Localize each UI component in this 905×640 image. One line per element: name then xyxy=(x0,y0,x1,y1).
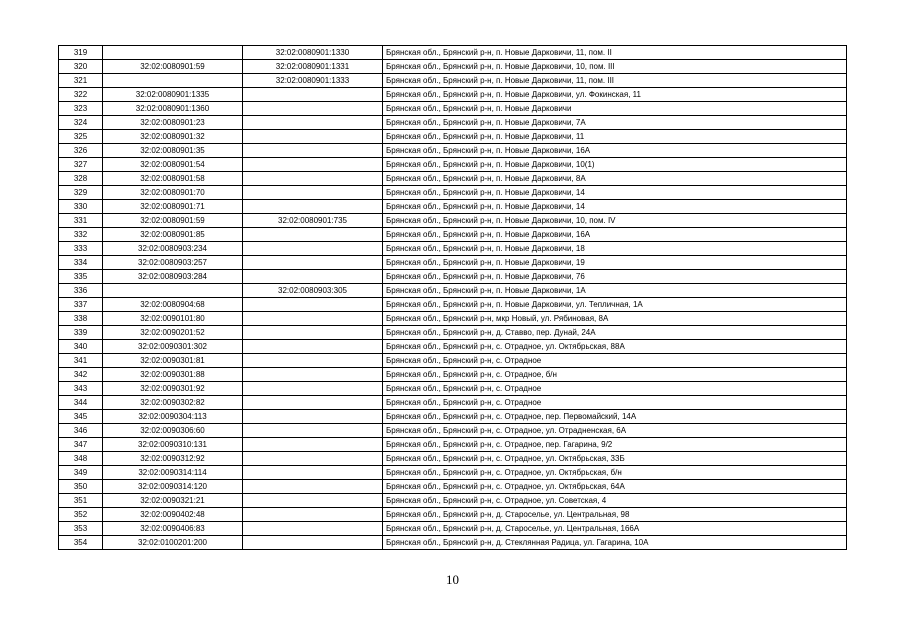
object-number xyxy=(243,466,383,480)
table-row xyxy=(59,284,847,298)
cadastral-number xyxy=(103,46,243,60)
row-number: 340 xyxy=(59,340,103,354)
object-number xyxy=(243,368,383,382)
address: Брянская обл., Брянский р-н, с. Отрадное, б/н xyxy=(383,368,847,382)
address: Брянская обл., Брянский р-н, п. Новые Дарковичи, 10(1) xyxy=(383,158,847,172)
address: Брянская обл., Брянский р-н, п. Новые Дарковичи, 14 xyxy=(383,186,847,200)
object-number xyxy=(243,340,383,354)
cadastral-number: 32:02:0080901:1360 xyxy=(103,102,243,116)
object-number xyxy=(243,144,383,158)
address: Брянская обл., Брянский р-н, п. Новые Дарковичи, 8А xyxy=(383,172,847,186)
table-row xyxy=(59,158,847,172)
row-number: 351 xyxy=(59,494,103,508)
object-number xyxy=(243,172,383,186)
row-number: 329 xyxy=(59,186,103,200)
object-number xyxy=(243,256,383,270)
object-number xyxy=(243,186,383,200)
cadastral-number: 32:02:0090306:60 xyxy=(103,424,243,438)
cadastral-table xyxy=(58,45,847,550)
address: Брянская обл., Брянский р-н, п. Новые Дарковичи, ул. Фокинская, 11 xyxy=(383,88,847,102)
row-number: 342 xyxy=(59,368,103,382)
table-row xyxy=(59,326,847,340)
row-number: 320 xyxy=(59,60,103,74)
cadastral-number: 32:02:0080901:35 xyxy=(103,144,243,158)
table-row xyxy=(59,270,847,284)
cadastral-number: 32:02:0090201:52 xyxy=(103,326,243,340)
row-number: 331 xyxy=(59,214,103,228)
table-row xyxy=(59,144,847,158)
row-number: 327 xyxy=(59,158,103,172)
address: Брянская обл., Брянский р-н, д. Стеклянная Радица, ул. Гагарина, 10А xyxy=(383,536,847,550)
cadastral-number: 32:02:0080901:58 xyxy=(103,172,243,186)
cadastral-number: 32:02:0080901:23 xyxy=(103,116,243,130)
address: Брянская обл., Брянский р-н, мкр Новый, ул. Рябиновая, 8А xyxy=(383,312,847,326)
cadastral-number: 32:02:0080901:59 xyxy=(103,214,243,228)
table-row xyxy=(59,200,847,214)
object-number xyxy=(243,424,383,438)
address: Брянская обл., Брянский р-н, д. Староселье, ул. Центральная, 98 xyxy=(383,508,847,522)
cadastral-number: 32:02:0080901:54 xyxy=(103,158,243,172)
address: Брянская обл., Брянский р-н, п. Новые Дарковичи, 11 xyxy=(383,130,847,144)
address: Брянская обл., Брянский р-н, п. Новые Дарковичи xyxy=(383,102,847,116)
table-row xyxy=(59,368,847,382)
row-number: 324 xyxy=(59,116,103,130)
table-row xyxy=(59,242,847,256)
table-row xyxy=(59,508,847,522)
row-number: 353 xyxy=(59,522,103,536)
row-number: 343 xyxy=(59,382,103,396)
address: Брянская обл., Брянский р-н, с. Отрадное, пер. Гагарина, 9/2 xyxy=(383,438,847,452)
object-number xyxy=(243,102,383,116)
row-number: 326 xyxy=(59,144,103,158)
table-row xyxy=(59,480,847,494)
row-number: 328 xyxy=(59,172,103,186)
row-number: 323 xyxy=(59,102,103,116)
cadastral-number: 32:02:0080904:68 xyxy=(103,298,243,312)
table-row xyxy=(59,228,847,242)
row-number: 319 xyxy=(59,46,103,60)
address: Брянская обл., Брянский р-н, с. Отрадное, пер. Первомайский, 14А xyxy=(383,410,847,424)
cadastral-number: 32:02:0090301:92 xyxy=(103,382,243,396)
row-number: 348 xyxy=(59,452,103,466)
object-number xyxy=(243,452,383,466)
table-row xyxy=(59,312,847,326)
table-row xyxy=(59,466,847,480)
cadastral-number: 32:02:0090302:82 xyxy=(103,396,243,410)
object-number xyxy=(243,396,383,410)
table-row xyxy=(59,172,847,186)
object-number: 32:02:0080903:305 xyxy=(243,284,383,298)
object-number xyxy=(243,354,383,368)
address: Брянская обл., Брянский р-н, п. Новые Дарковичи, 7А xyxy=(383,116,847,130)
address: Брянская обл., Брянский р-н, п. Новые Дарковичи, 10, пом. IV xyxy=(383,214,847,228)
table-body xyxy=(59,46,847,550)
address: Брянская обл., Брянский р-н, п. Новые Дарковичи, 76 xyxy=(383,270,847,284)
address: Брянская обл., Брянский р-н, п. Новые Дарковичи, 1А xyxy=(383,284,847,298)
table-row xyxy=(59,438,847,452)
table-row xyxy=(59,494,847,508)
cadastral-number: 32:02:0090310:131 xyxy=(103,438,243,452)
table-row xyxy=(59,214,847,228)
address: Брянская обл., Брянский р-н, п. Новые Дарковичи, 19 xyxy=(383,256,847,270)
cadastral-number: 32:02:0080901:32 xyxy=(103,130,243,144)
object-number xyxy=(243,522,383,536)
cadastral-number: 32:02:0080901:1335 xyxy=(103,88,243,102)
address: Брянская обл., Брянский р-н, п. Новые Дарковичи, 11, пом. II xyxy=(383,46,847,60)
cadastral-number: 32:02:0090402:48 xyxy=(103,508,243,522)
table-row xyxy=(59,88,847,102)
address: Брянская обл., Брянский р-н, с. Отрадное, ул. Советская, 4 xyxy=(383,494,847,508)
object-number: 32:02:0080901:735 xyxy=(243,214,383,228)
page-number: 10 xyxy=(446,572,459,587)
row-number: 332 xyxy=(59,228,103,242)
row-number: 321 xyxy=(59,74,103,88)
row-number: 335 xyxy=(59,270,103,284)
object-number xyxy=(243,508,383,522)
address: Брянская обл., Брянский р-н, п. Новые Дарковичи, 10, пом. III xyxy=(383,60,847,74)
address: Брянская обл., Брянский р-н, с. Отрадное xyxy=(383,382,847,396)
table-row xyxy=(59,536,847,550)
object-number xyxy=(243,88,383,102)
cadastral-number: 32:02:0090314:114 xyxy=(103,466,243,480)
row-number: 337 xyxy=(59,298,103,312)
row-number: 334 xyxy=(59,256,103,270)
address: Брянская обл., Брянский р-н, п. Новые Дарковичи, 18 xyxy=(383,242,847,256)
row-number: 322 xyxy=(59,88,103,102)
object-number xyxy=(243,158,383,172)
row-number: 333 xyxy=(59,242,103,256)
address: Брянская обл., Брянский р-н, п. Новые Дарковичи, ул. Тепличная, 1А xyxy=(383,298,847,312)
row-number: 344 xyxy=(59,396,103,410)
row-number: 325 xyxy=(59,130,103,144)
object-number xyxy=(243,116,383,130)
address: Брянская обл., Брянский р-н, д. Староселье, ул. Центральная, 166А xyxy=(383,522,847,536)
table-row xyxy=(59,130,847,144)
cadastral-number: 32:02:0080903:234 xyxy=(103,242,243,256)
address: Брянская обл., Брянский р-н, с. Отрадное, ул. Отрадненская, 6А xyxy=(383,424,847,438)
address: Брянская обл., Брянский р-н, п. Новые Дарковичи, 16А xyxy=(383,228,847,242)
table-row xyxy=(59,382,847,396)
row-number: 347 xyxy=(59,438,103,452)
object-number xyxy=(243,270,383,284)
object-number: 32:02:0080901:1331 xyxy=(243,60,383,74)
object-number xyxy=(243,130,383,144)
cadastral-number: 32:02:0080903:257 xyxy=(103,256,243,270)
object-number xyxy=(243,494,383,508)
cadastral-number: 32:02:0090406:83 xyxy=(103,522,243,536)
table-row xyxy=(59,410,847,424)
address: Брянская обл., Брянский р-н, с. Отрадное, ул. Октябрьская, 33Б xyxy=(383,452,847,466)
cadastral-number xyxy=(103,284,243,298)
address: Брянская обл., Брянский р-н, с. Отрадное, ул. Октябрьская, 64А xyxy=(383,480,847,494)
cadastral-number: 32:02:0090304:113 xyxy=(103,410,243,424)
object-number xyxy=(243,242,383,256)
address: Брянская обл., Брянский р-н, п. Новые Дарковичи, 16А xyxy=(383,144,847,158)
cadastral-number: 32:02:0090314:120 xyxy=(103,480,243,494)
table-row xyxy=(59,340,847,354)
cadastral-number: 32:02:0080901:70 xyxy=(103,186,243,200)
cadastral-number xyxy=(103,74,243,88)
table-row xyxy=(59,74,847,88)
row-number: 330 xyxy=(59,200,103,214)
row-number: 345 xyxy=(59,410,103,424)
cadastral-number: 32:02:0080903:284 xyxy=(103,270,243,284)
row-number: 338 xyxy=(59,312,103,326)
object-number xyxy=(243,200,383,214)
row-number: 352 xyxy=(59,508,103,522)
table-row xyxy=(59,452,847,466)
object-number: 32:02:0080901:1333 xyxy=(243,74,383,88)
object-number xyxy=(243,228,383,242)
object-number xyxy=(243,410,383,424)
object-number xyxy=(243,312,383,326)
row-number: 349 xyxy=(59,466,103,480)
table-row xyxy=(59,424,847,438)
address: Брянская обл., Брянский р-н, с. Отрадное xyxy=(383,396,847,410)
table-row xyxy=(59,396,847,410)
table-row xyxy=(59,116,847,130)
row-number: 341 xyxy=(59,354,103,368)
cadastral-number: 32:02:0090321:21 xyxy=(103,494,243,508)
object-number: 32:02:0080901:1330 xyxy=(243,46,383,60)
table-row xyxy=(59,102,847,116)
object-number xyxy=(243,298,383,312)
address: Брянская обл., Брянский р-н, п. Новые Дарковичи, 11, пом. III xyxy=(383,74,847,88)
cadastral-number: 32:02:0080901:59 xyxy=(103,60,243,74)
object-number xyxy=(243,536,383,550)
object-number xyxy=(243,326,383,340)
row-number: 350 xyxy=(59,480,103,494)
cadastral-number: 32:02:0080901:71 xyxy=(103,200,243,214)
address: Брянская обл., Брянский р-н, с. Отрадное, ул. Октябрьская, 88А xyxy=(383,340,847,354)
address: Брянская обл., Брянский р-н, д. Ставво, пер. Дунай, 24А xyxy=(383,326,847,340)
table-row xyxy=(59,354,847,368)
cadastral-number: 32:02:0090301:88 xyxy=(103,368,243,382)
table-row xyxy=(59,60,847,74)
row-number: 346 xyxy=(59,424,103,438)
table-row xyxy=(59,46,847,60)
row-number: 336 xyxy=(59,284,103,298)
object-number xyxy=(243,382,383,396)
cadastral-number: 32:02:0090101:80 xyxy=(103,312,243,326)
table-row xyxy=(59,256,847,270)
row-number: 354 xyxy=(59,536,103,550)
object-number xyxy=(243,438,383,452)
cadastral-number: 32:02:0100201:200 xyxy=(103,536,243,550)
cadastral-number: 32:02:0090312:92 xyxy=(103,452,243,466)
address: Брянская обл., Брянский р-н, с. Отрадное xyxy=(383,354,847,368)
object-number xyxy=(243,480,383,494)
cadastral-number: 32:02:0090301:81 xyxy=(103,354,243,368)
address: Брянская обл., Брянский р-н, с. Отрадное, ул. Октябрьская, б/н xyxy=(383,466,847,480)
row-number: 339 xyxy=(59,326,103,340)
cadastral-number: 32:02:0080901:85 xyxy=(103,228,243,242)
address: Брянская обл., Брянский р-н, п. Новые Дарковичи, 14 xyxy=(383,200,847,214)
table-row xyxy=(59,298,847,312)
table-row xyxy=(59,522,847,536)
table-row xyxy=(59,186,847,200)
cadastral-number: 32:02:0090301:302 xyxy=(103,340,243,354)
